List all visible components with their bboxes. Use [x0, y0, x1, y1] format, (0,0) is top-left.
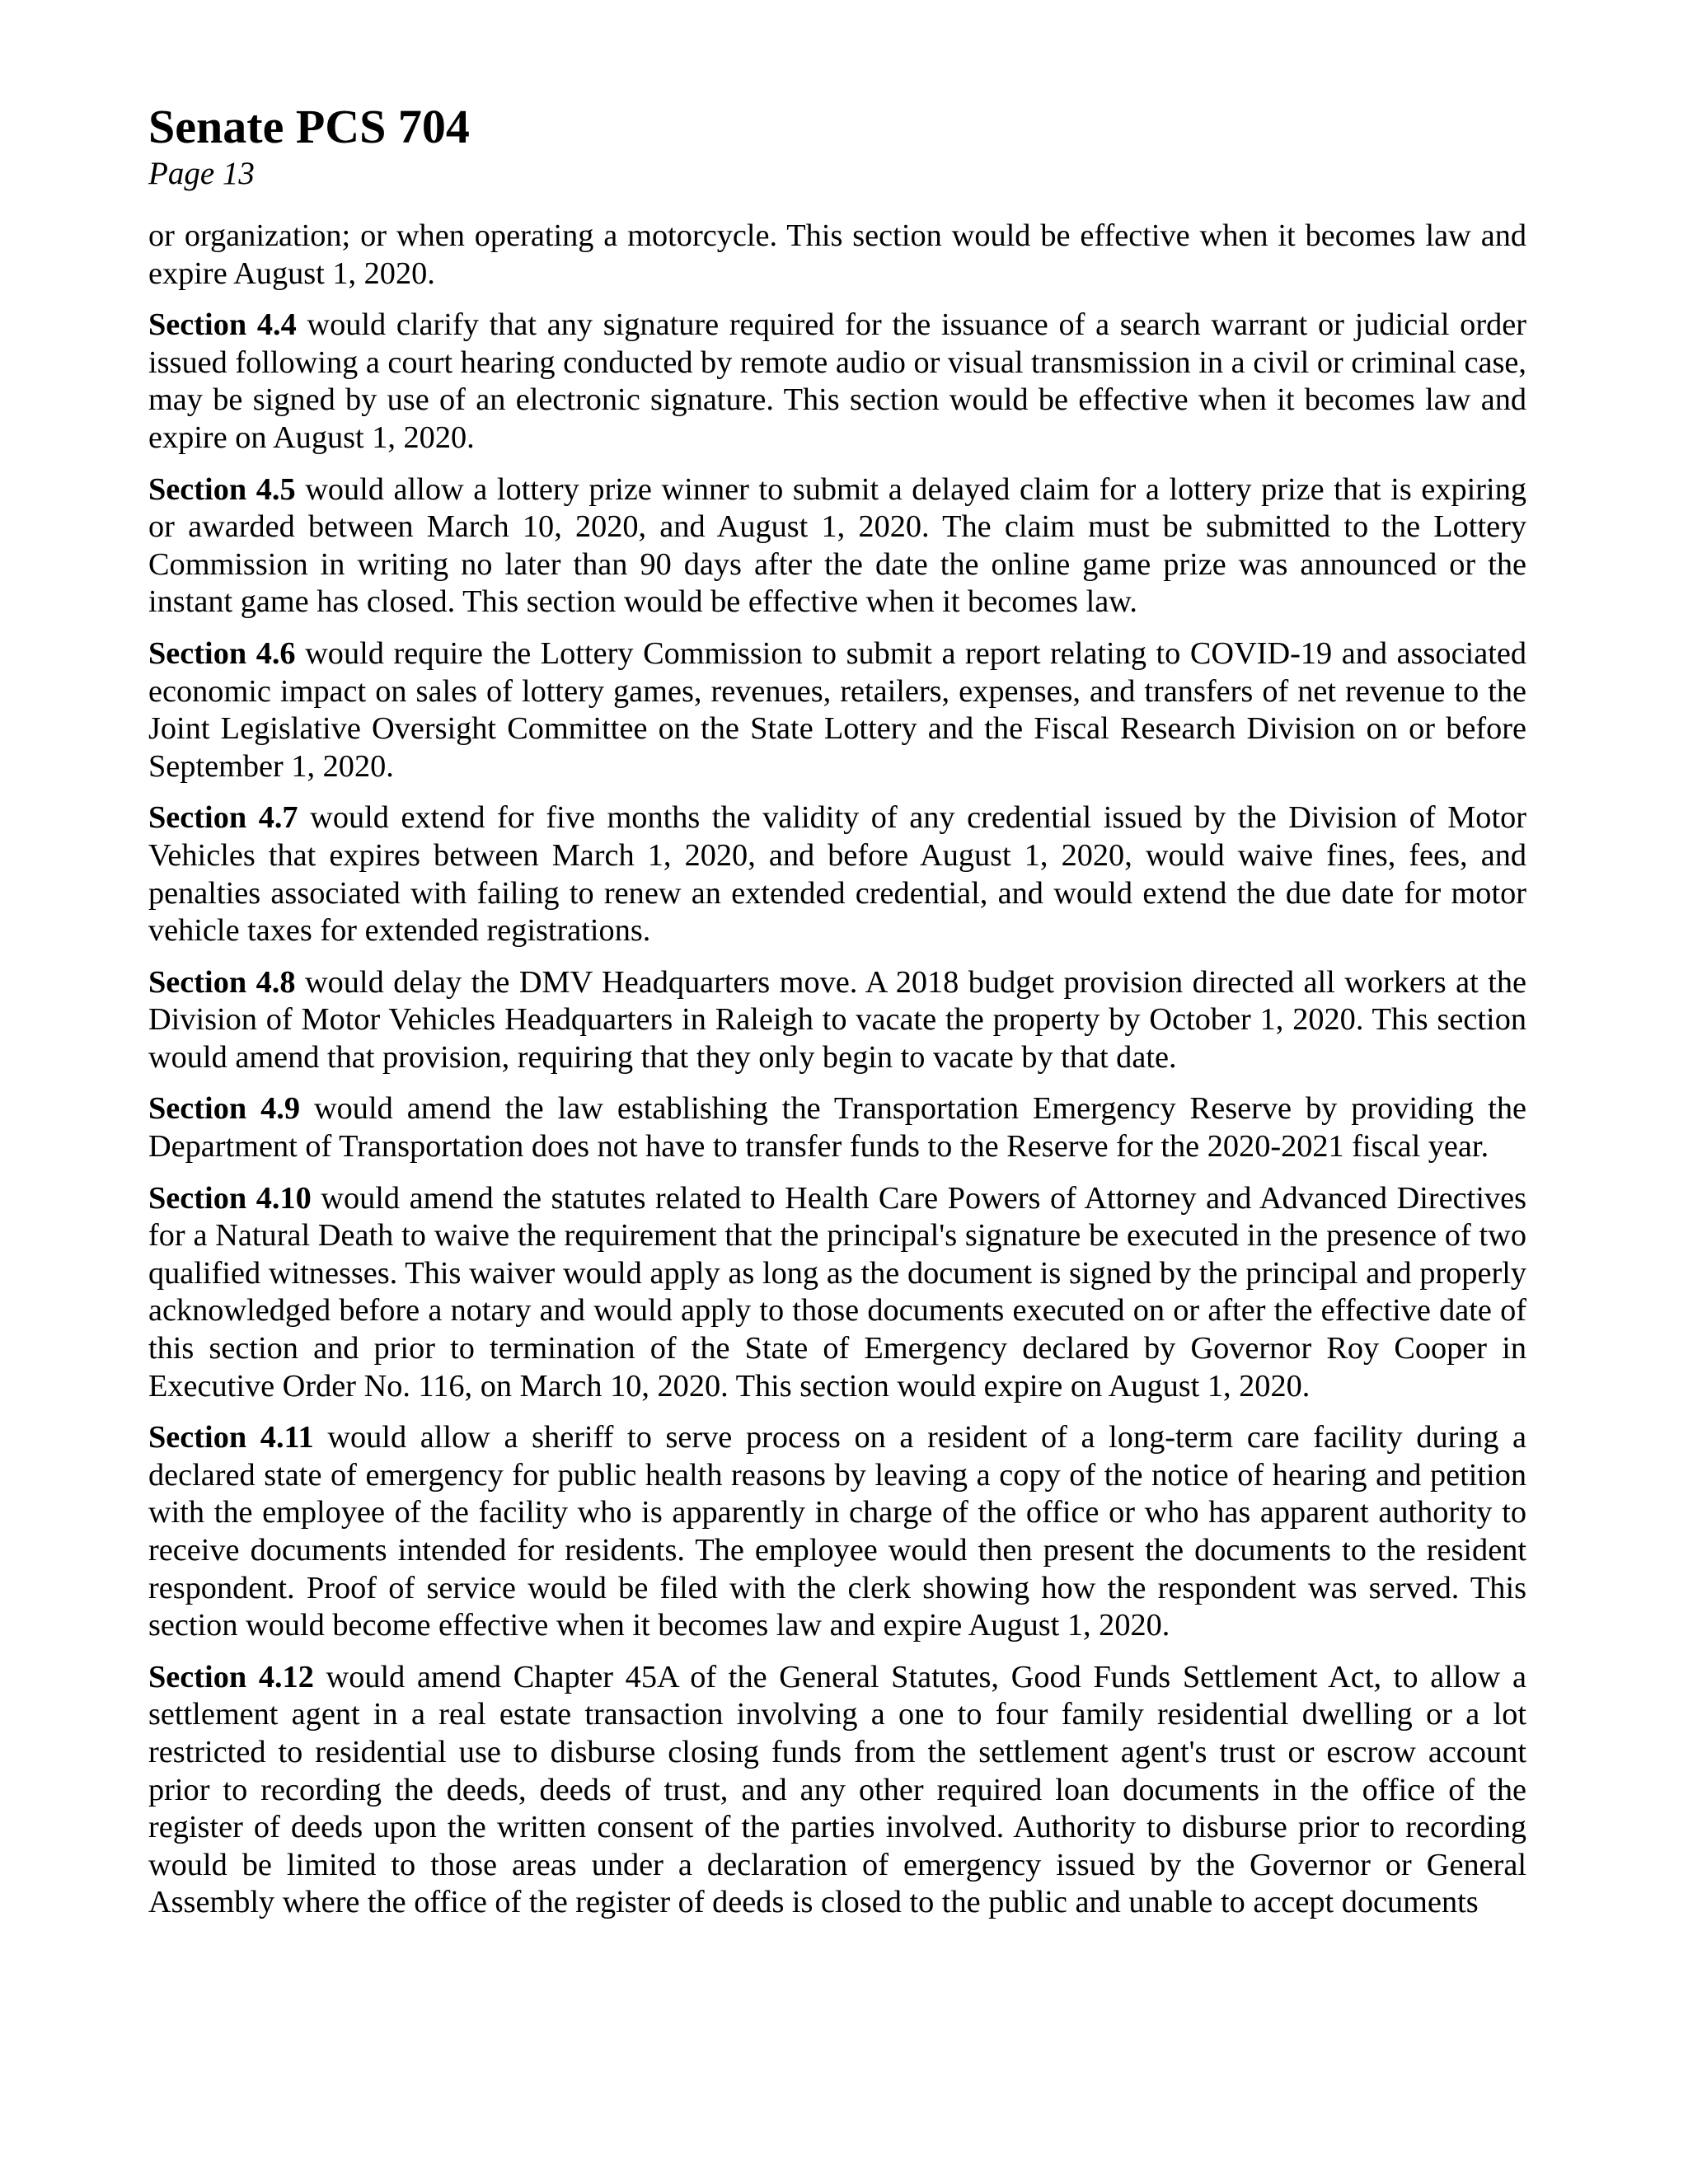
- section-text: would amend Chapter 45A of the General Statutes, Good Funds Settlement Act, to allow a settlement agent in a real estate transaction involving a one to four family residential dwelling or a lot restricted to residential use to disburse closing funds from the settlement agent's trust or escrow account prior to recording the deeds, deeds of trust, and any other required loan documents in the office of the register of deeds upon the written consent of the parties involved. Authority to disburse prior to recording would be limited to those areas under a declaration of emergency issued by the Governor or General Assembly where the office of the register of deeds is closed to the public and unable to accept documents: [148, 1659, 1526, 1920]
- section-text: would extend for five months the validity of any credential issued by the Division of Motor Vehicles that expires between March 1, 2020, and before August 1, 2020, would waive fines, fees, and penalties associated with failing to renew an extended credential, and would extend the due date for motor vehicle taxes for extended registrations.: [148, 800, 1526, 949]
- section-4-9-paragraph: [148, 1090, 1526, 1165]
- section-label: Section 4.5: [148, 471, 296, 507]
- section-text: would clarify that any signature required for the issuance of a search warrant or judicial order issued following a court hearing conducted by remote audio or visual transmission in a civil or criminal case, may be signed by use of an electronic signature. This section would be effective when it becomes law and expire on August 1, 2020.: [148, 307, 1526, 455]
- section-text: would require the Lottery Commission to submit a report relating to COVID-19 and associated economic impact on sales of lottery games, revenues, retailers, expenses, and transfers of net revenue to the Joint Legislative Oversight Committee on the State Lottery and the Fiscal Research Division on or before September 1, 2020.: [148, 635, 1526, 784]
- section-label: Section 4.11: [148, 1420, 314, 1455]
- section-text: would allow a sheriff to serve process on a resident of a long-term care facility during a declared state of emergency for public health reasons by leaving a copy of the notice of hearing and petition with the employee of the facility who is apparently in charge of the office or who has apparent authority to receive documents intended for residents. The employee would then present the documents to the resident respondent. Proof of service would be filed with the clerk showing how the respondent was served. This section would become effective when it becomes law and expire August 1, 2020.: [148, 1420, 1526, 1643]
- section-4-8-paragraph: [148, 964, 1526, 1077]
- section-label: Section 4.4: [148, 307, 297, 343]
- section-label: Section 4.6: [148, 635, 296, 671]
- document-page: [148, 99, 1526, 1936]
- document-title: Senate PCS 704: [148, 100, 470, 153]
- section-label: Section 4.10: [148, 1180, 312, 1216]
- section-label: Section 4.7: [148, 800, 298, 836]
- page-number: Page 13: [148, 156, 255, 191]
- section-text: would delay the DMV Headquarters move. A 2018 budget provision directed all workers at the Division of Motor Vehicles Headquarters in Raleigh to vacate the property by October 1, 2020. This section would amend that provision, requiring that they only begin to vacate by that date.: [148, 964, 1526, 1075]
- section-text: would amend the law establishing the Transportation Emergency Reserve by providing the Department of Transportation does not have to transfer funds to the Reserve for the 2020-2021 fiscal year.: [148, 1091, 1526, 1165]
- section-4-6-paragraph: [148, 635, 1526, 785]
- section-label: Section 4.12: [148, 1659, 314, 1694]
- section-4-4-paragraph: [148, 307, 1526, 457]
- section-label: Section 4.9: [148, 1091, 300, 1127]
- section-4-7-paragraph: [148, 799, 1526, 949]
- section-label: Section 4.8: [148, 964, 296, 1000]
- section-text: would allow a lottery prize winner to submit a delayed claim for a lottery prize that is expiring or awarded between March 10, 2020, and August 1, 2020. The claim must be submitted to the Lottery Commission in writing no later than 90 days after the date the online game prize was announced or the instant game has closed. This section would be effective when it becomes law.: [148, 471, 1526, 620]
- section-4-11-paragraph: [148, 1419, 1526, 1645]
- continuation-paragraph: or organization; or when operating a motorcycle. This section would be effective when it becomes law and expire August 1, 2020.: [148, 218, 1526, 291]
- section-4-12-paragraph: [148, 1659, 1526, 1922]
- section-4-10-paragraph: [148, 1180, 1526, 1406]
- section-4-5-paragraph: [148, 471, 1526, 621]
- section-text: would amend the statutes related to Health Care Powers of Attorney and Advanced Directives for a Natural Death to waive the requirement that the principal's signature be executed in the presence of two qualified witnesses. This waiver would apply as long as the document is signed by the principal and properly acknowledged before a notary and would apply to those documents executed on or after the effective date of this section and prior to termination of the State of Emergency declared by Governor Roy Cooper in Executive Order No. 116, on March 10, 2020. This section would expire on August 1, 2020.: [148, 1180, 1527, 1404]
